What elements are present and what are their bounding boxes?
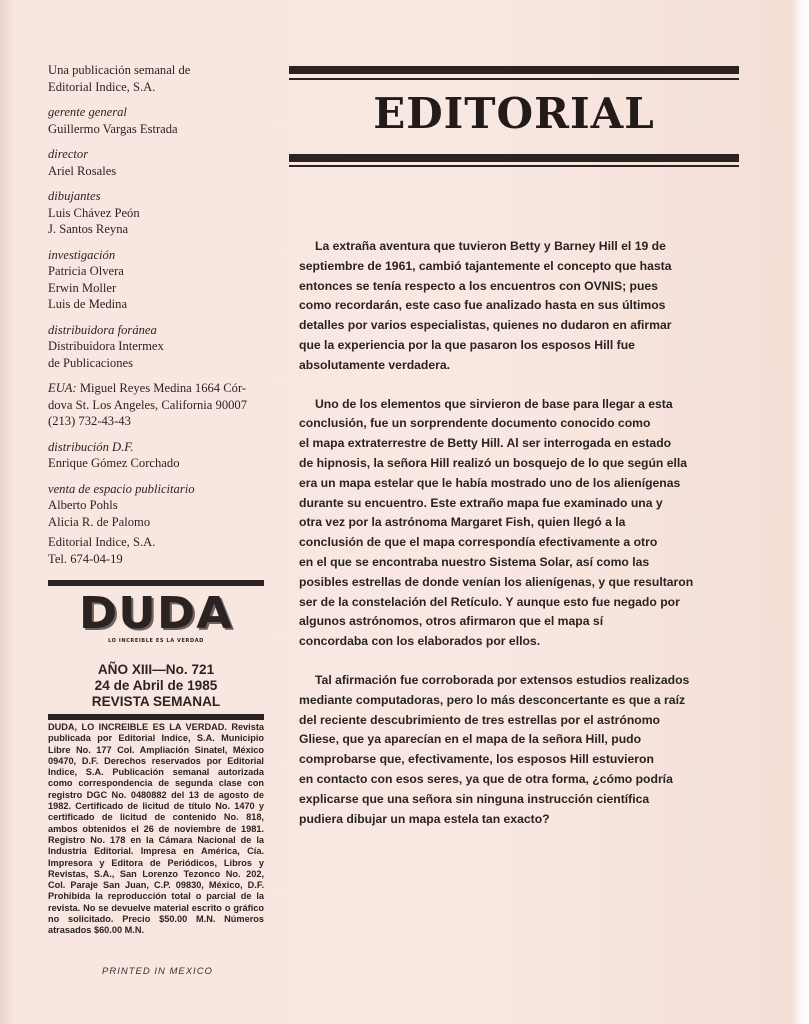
title-rule: [289, 154, 739, 162]
contact-block: [48, 534, 270, 567]
masthead: [48, 62, 270, 576]
text-line: que la experiencia por la que pasaron los esposos Hill fue: [299, 337, 635, 352]
text-line: en contacto con esos seres, ya que de otra forma, ¿cómo podría: [299, 771, 673, 786]
role-block: [48, 146, 270, 179]
text-line: en el que se encontraba nuestro Sistema Solar, así como las: [299, 554, 650, 569]
role-label: dibujantes: [48, 189, 101, 203]
text-line: era un mapa estelar que le había mostrado uno de los alienígenas: [299, 475, 681, 490]
text-line: concordaba con los elaborados por ellos.: [299, 634, 541, 649]
logo-tagline: LO INCREIBLE ES LA VERDAD: [108, 638, 204, 644]
title-rule: [289, 78, 739, 80]
eua-block: [48, 380, 270, 430]
text-line: durante su encuentro. Este extraño mapa fue examinado una y: [299, 495, 663, 510]
editorial-title: EDITORIAL: [373, 89, 655, 138]
contact-line: Tel. 674-04-19: [48, 551, 123, 566]
role-block: [48, 104, 270, 137]
text-line: comprobarse que, efectivamente, los esposos Hill estuvieron: [299, 752, 654, 767]
eua-line: (213) 732-43-43: [48, 414, 131, 428]
eua-line: Miguel Reyes Medina 1664 Cór-: [76, 381, 247, 395]
role-block: [48, 188, 270, 238]
issue-info: [48, 662, 264, 710]
text-line: La extraña aventura que tuvieron Betty y Barney Hill el 19 de: [315, 239, 666, 253]
text-line: como recordarán, este caso fue analizado hasta en sus últimos: [299, 298, 666, 313]
text-line: entonces se tenía respecto a los encuentros con OVNIS; pues: [299, 278, 658, 293]
role-name: Erwin Moller: [48, 280, 117, 295]
role-block: [48, 439, 270, 472]
role-name: Distribuidora Intermex: [48, 339, 164, 353]
paragraph: [299, 237, 719, 376]
role-name: Luis de Medina: [48, 297, 128, 311]
text-line: detalles por varios especialistas, quienes no dudaron en afirmar: [299, 318, 672, 333]
role-block: [48, 322, 270, 372]
role-block: [48, 247, 270, 313]
text-line: el mapa extraterrestre de Betty Hill. Al ser interrogada en estado: [299, 436, 672, 451]
text-line: ser de la constelación del Retículo. Y aunque esto fue negado por: [299, 594, 680, 609]
role-name: Enrique Gómez Corchado: [48, 456, 180, 470]
role-name: J. Santos Reyna: [48, 222, 129, 236]
text-line: del reciente descubrimiento de tres estrellas por el astrónomo: [299, 712, 661, 727]
text-line: conclusión de que el mapa correspondía efectivamente a otro: [299, 535, 658, 550]
eua-line: dova St. Los Angeles, California 90007: [48, 397, 248, 412]
divider: [48, 714, 264, 720]
text-line: Uno de los elementos que sirvieron de base para llegar a esta: [315, 396, 673, 411]
text-line: Gliese, que ya aparecían en el mapa de la señora Hill, pudo: [299, 732, 642, 747]
editorial-body: [299, 237, 719, 848]
text-line: conclusión, fue un sorprendente documento conocido como: [299, 416, 651, 431]
legal-notice: DUDA, LO INCREIBLE ES LA VERDAD. Revista publicada por Editorial Indice, S.A. Municipio Libre No. 177 Col. Ampliación Sinatel, México 09470, D.F. Derechos reservados por Editorial Indice, S.A. Publicación semanal autorizada como correspondencia de segunda clase con registro DGC No. 0480882 del 13 de agosto de 1982. Certificado de licitud de título No. 1470 y certificado de licitud de contenido No. 818, ambos obtenidos el 26 de noviembre de 1981. Registro No. 178 en la Cámara Nacional de la Industria Editorial. Impresa en América, Cía. Impresora y Editora de Periódicos, Libros y Revistas, S.A., San Lorenzo Tezonco No. 202, Col. Paraje San Juan, C.P. 09830, México, D.F. Prohibida la reproducción total o parcial de la revista. No se devuelve material escrito o gráfico no solicitado. Precio $50.00 M.N. Números atrasados $60.00 M.N.: [48, 722, 264, 936]
role-name: Patricia Olvera: [48, 264, 124, 278]
duda-logo: DUDA: [78, 588, 234, 639]
publisher-block: [48, 62, 270, 95]
text-line: septiembre de 1961, cambió tajantemente el concepto que hasta: [299, 258, 672, 273]
issue-date: 24 de Abril de 1985: [94, 678, 218, 693]
text-line: absolutamente verdadera.: [299, 357, 451, 372]
text-line: posibles estrellas de donde venían los alienígenas, y que resultaron: [299, 574, 694, 589]
divider: [48, 580, 264, 586]
printed-in-label: PRINTED IN MEXICO: [102, 966, 213, 977]
role-block: [48, 481, 270, 531]
role-label: director: [48, 147, 89, 161]
role-label: gerente general: [48, 105, 127, 119]
paragraph: [299, 395, 719, 652]
issue-number: AÑO XIII—No. 721: [97, 662, 215, 677]
text-line: pudiera dibujar un mapa estela tan exacto?: [299, 811, 550, 826]
paragraph: [299, 671, 719, 829]
eua-label: EUA:: [48, 381, 77, 395]
title-rule: [289, 165, 739, 167]
text-line: explicarse que una señora sin ninguna instrucción científica: [299, 791, 650, 806]
role-name: Alberto Pohls: [48, 498, 118, 512]
role-name: Ariel Rosales: [48, 163, 117, 178]
text-line: mediante computadoras, pero lo más desconcertante es que a raíz: [299, 692, 686, 707]
page-edge: [791, 0, 809, 1024]
title-rule: [289, 66, 739, 74]
text-line: algunos astrónomos, otros afirmaron que el mapa sí: [299, 614, 604, 629]
role-label: investigación: [48, 247, 116, 262]
text-line: de hipnosis, la señora Hill realizó un bosquejo de lo que según ella: [299, 455, 688, 470]
role-name: Alicia R. de Palomo: [48, 514, 151, 529]
role-label: venta de espacio publicitario: [48, 481, 195, 496]
issue-type: REVISTA SEMANAL: [91, 694, 221, 709]
role-name: Luis Chávez Peón: [48, 205, 140, 220]
publisher-line: Una publicación semanal de: [48, 63, 191, 77]
role-name: Guillermo Vargas Estrada: [48, 121, 178, 136]
role-name: de Publicaciones: [48, 355, 133, 370]
text-line: otra vez por la astrónoma Margaret Fish, quien llegó a la: [299, 515, 626, 530]
contact-line: Editorial Indice, S.A.: [48, 535, 156, 549]
text-line: Tal afirmación fue corroborada por extensos estudios realizados: [315, 672, 690, 687]
role-label: distribución D.F.: [48, 439, 134, 454]
role-label: distribuidora foránea: [48, 322, 157, 337]
publisher-line: Editorial Indice, S.A.: [48, 79, 156, 94]
